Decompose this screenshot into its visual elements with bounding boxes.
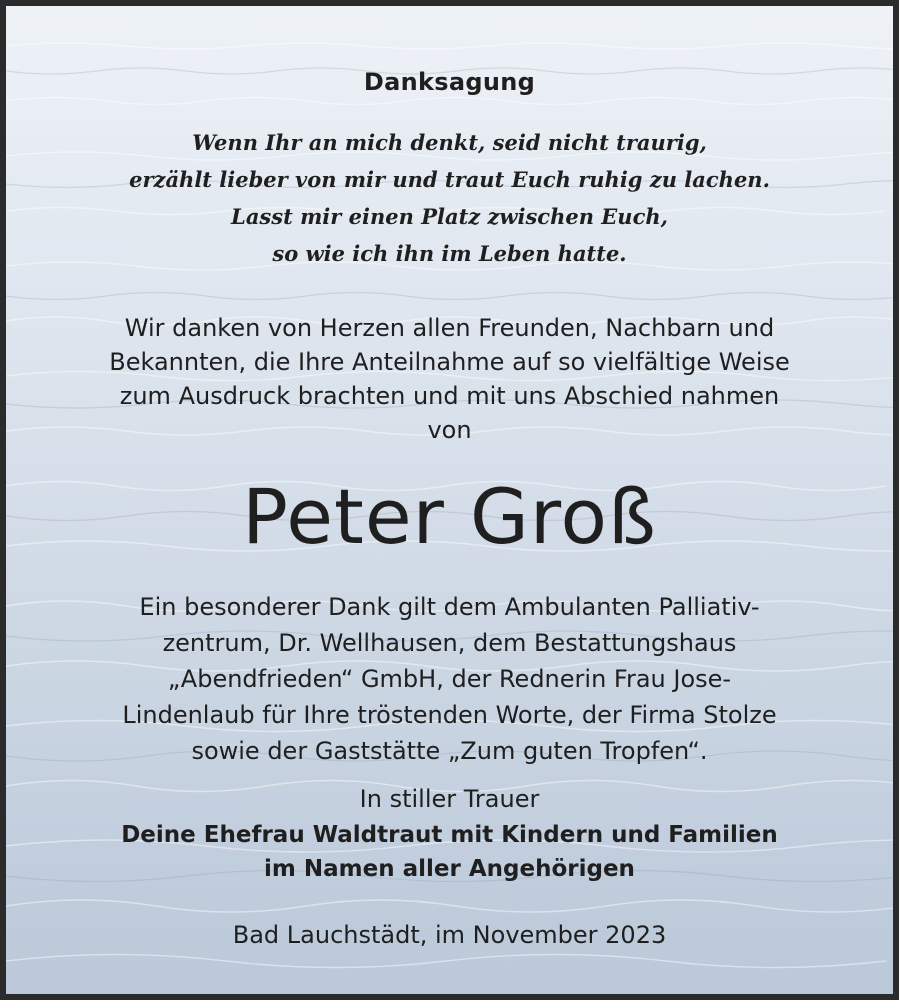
special-thanks-line: Lindenlaub für Ihre tröstenden Worte, der Firma Stolze <box>122 701 777 729</box>
thanks-paragraph <box>6 311 893 447</box>
poem-line: so wie ich ihn im Leben hatte. <box>272 241 627 266</box>
place-date: Bad Lauchstädt, im November 2023 <box>232 921 667 949</box>
notice-content <box>6 6 893 994</box>
thanks-line: von <box>427 416 472 444</box>
special-thanks-line: Ein besonderer Dank gilt dem Ambulanten Palliativ- <box>139 593 760 621</box>
special-thanks-paragraph <box>6 589 893 769</box>
thanks-line: Wir danken von Herzen allen Freunden, Nachbarn und <box>124 314 775 342</box>
family-signature <box>6 818 893 886</box>
poem <box>6 124 893 272</box>
family-line: im Namen aller Angehörigen <box>264 856 635 882</box>
poem-line: Lasst mir einen Platz zwischen Euch, <box>231 204 668 229</box>
poem-line: erzählt lieber von mir und traut Euch ruhig zu lachen. <box>129 167 770 192</box>
notice-heading: Danksagung <box>363 68 536 96</box>
mourning-line: In stiller Trauer <box>359 785 540 813</box>
thanks-line: zum Ausdruck brachten und mit uns Abschied nahmen <box>119 382 780 410</box>
special-thanks-line: „Abendfrieden“ GmbH, der Rednerin Frau Jose- <box>167 665 732 693</box>
special-thanks-line: sowie der Gaststätte „Zum guten Tropfen“. <box>191 737 708 765</box>
thanks-line: Bekannten, die Ihre Anteilnahme auf so vielfältige Weise <box>109 348 790 376</box>
special-thanks-line: zentrum, Dr. Wellhausen, dem Bestattungshaus <box>162 629 737 657</box>
deceased-name: Peter Groß <box>242 472 657 561</box>
family-line: Deine Ehefrau Waldtraut mit Kindern und Familien <box>121 822 778 848</box>
poem-line: Wenn Ihr an mich denkt, seid nicht traurig, <box>192 130 707 155</box>
